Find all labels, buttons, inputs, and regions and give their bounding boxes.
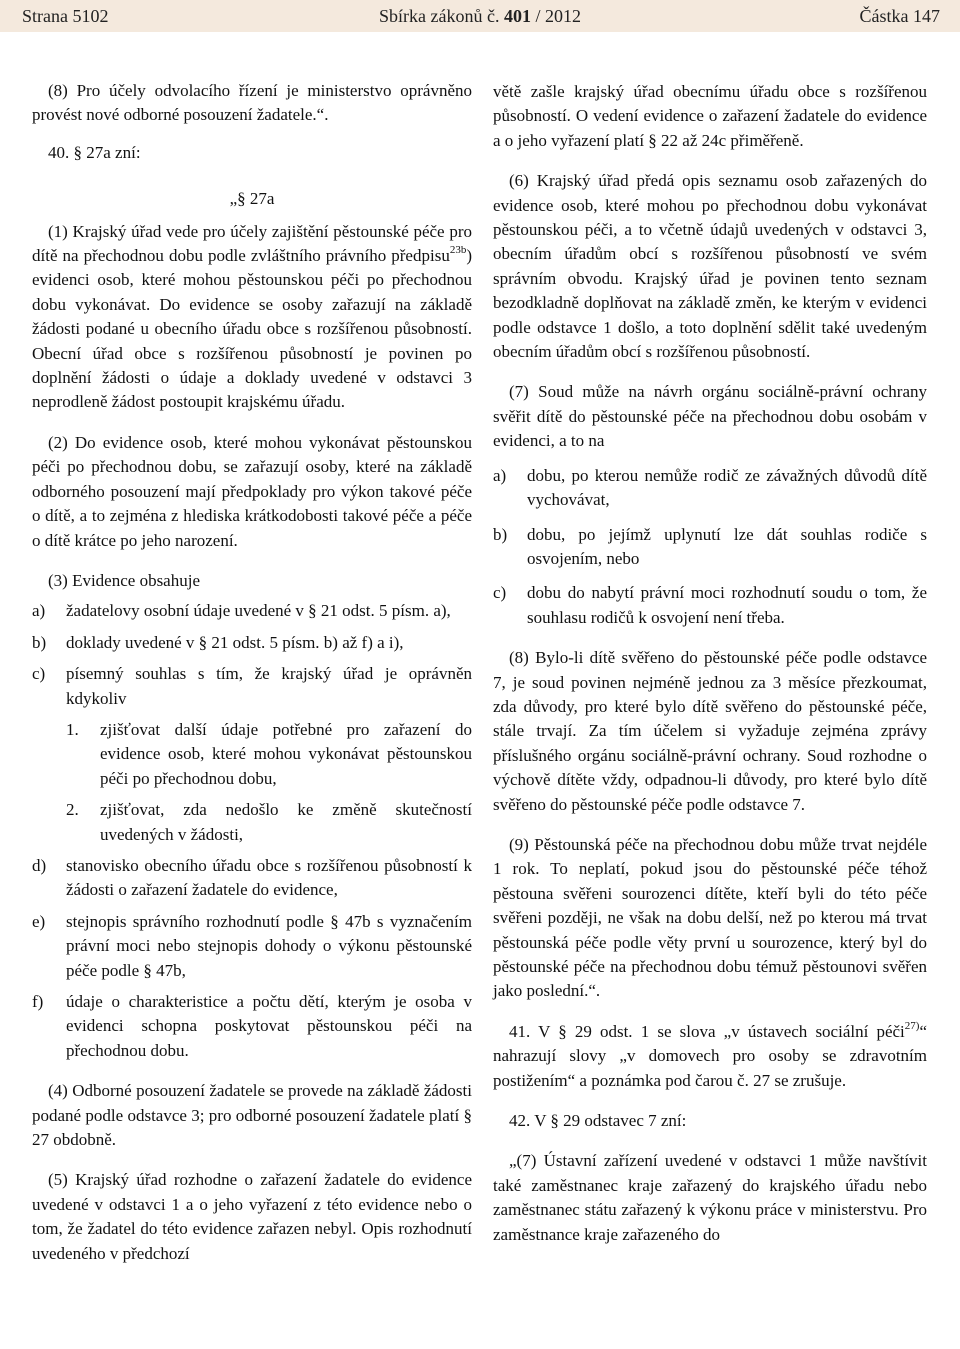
list-a-c [32, 599, 472, 1063]
list-item: c) dobu do nabytí právní moci rozhodnutí soudu o tom, že souhlasu rodičů k osvojení není třeba. [493, 583, 927, 627]
list-item: e) stejnopis správního rozhodnutí podle § 47b s vyznačením právní moci nebo stejnopis dohody o výkonu pěstounské péče podle § 47b, [32, 911, 472, 980]
point-41: 41. V § 29 odst. 1 se slova „v ústavech sociální péči$^{27)}$“ nahrazují slovy „v domovech pro osoby se zdravotním postižením“ a poznámka pod čarou č. 27 se zrušuje. [493, 1020, 927, 1090]
right-column [493, 80, 927, 1247]
paragraph-9: (9) Pěstounská péče na přechodnou dobu může trvat nejdéle 1 rok. To neplatí, pokud jsou do pěstounské péče téhož pěstouna svěřeni sourozenci dítěte, kteří byli do této péče svěřeni později, ne však na dobu delší, než po kterou má trvat pěstounská péče podle věty první u sourozence, který byl do pěstounské péče na přechodnou dobu témuž pěstounovi svěřen jako poslední.“. [493, 834, 927, 1001]
paragraph-7: (7) Soud může na návrh orgánu sociálně-právní ochrany svěřit dítě do pěstounské péče na přechodnou dobu osobám v evidenci, a to na [493, 382, 927, 451]
paragraph-3: (3) Evidence obsahuje [48, 570, 200, 590]
paragraph-1: (1) Krajský úřad vede pro účely zajištění pěstounské péče pro dítě na přechodnou dobu podle zvláštního právního předpisu$^{23b}$) evidenci osob, které mohou pěstounskou péči po přechodnou dobu vykonávat. Do evidence se osoby zařazují na základě žádosti podané u obecního úřadu obce s rozšířenou působností. Obecní úřad obce s rozšířenou působností je povinen po doplnění žádosti o údaje a doklady uvedené v odstavci 3 neprodleně žádost postoupit krajskému úřadu. [32, 221, 472, 412]
sublist-item: 1. zjišťovat další údaje potřebné pro zařazení do evidence osob, které mohou vykonávat pěstounskou péči po přechodnou dobu, [66, 719, 472, 788]
paragraph-8-tail: (8) Pro účely odvolacího řízení je ministerstvo oprávněno provést nové odborné posouzení žadatele.“. [32, 81, 472, 125]
paragraph-7-new: „(7) Ústavní zařízení uvedené v odstavci 1 může navštívit také zaměstnanec kraje zařazený do krajského úřadu nebo zaměstnanec státu zařazený k výkonu práce v ministerstvu. Pro zaměstnance kraje zařazeného do [493, 1151, 927, 1244]
part-number: Částka 147 [859, 6, 940, 26]
list-item: f) údaje o charakteristice a počtu dětí, kterým je osoba v evidenci schopna poskytovat pěstounskou péči na přechodnou dobu. [32, 992, 472, 1060]
issue-number: 401 [503, 6, 531, 26]
page-number: Strana 5102 [22, 6, 109, 26]
page-header [0, 0, 960, 32]
paragraph-2: (2) Do evidence osob, které mohou vykonávat pěstounskou péči po přechodnou dobu, se zařazují osoby, které na základě odborného posouzení mají předpoklady pro výkon takové péče o dítě, a to zejména z hlediska krátkodobosti takové péče a péče o dítě krátce po jeho narození. [32, 432, 472, 550]
list-item: b) dobu, po jejímž uplynutí lze dát souhlas rodiče s osvojením, nebo [493, 524, 927, 568]
list-item: c) písemný souhlas s tím, že krajský úřad je oprávněn kdykoliv [32, 664, 472, 708]
paragraph-8: (8) Bylo-li dítě svěřeno do pěstounské péče podle odstavce 7, je soud povinen nejméně jednou za 3 měsíce přezkoumat, zda důvody, pro které bylo dítě svěřeno do pěstounské péče, stále trvají. Za tím účelem si vyžaduje zejména zprávy příslušného orgánu sociálně-právní ochrany. Soud rozhodne o výchově dítěte vždy, odpadnou-li důvody, pro které bylo dítě svěřeno do pěstounské péče podle odstavce 7. [493, 648, 927, 814]
left-column [32, 79, 472, 1266]
list-item: a) žadatelovy osobní údaje uvedené v § 21 odst. 5 písm. a), [32, 601, 451, 621]
point-40: 40. § 27a zní: [48, 142, 141, 162]
sublist [32, 718, 472, 847]
paragraph-5-cont: větě zašle krajský úřad obecnímu úřadu obce s rozšířenou působností. O vedení evidence o zařazení žadatele do evidence a o jeho vyřazení platí § 22 až 24c přiměřeně. [493, 82, 927, 150]
list-item: a) dobu, po kterou nemůže rodič ze závažných důvodů dítě vychovávat, [493, 465, 927, 510]
list-a-c-right [493, 464, 927, 630]
point-42: 42. V § 29 odstavec 7 zní: [509, 1111, 687, 1131]
sublist-item: 2. zjišťovat, zda nedošlo ke změně skutečností uvedených v žádosti, [66, 800, 472, 844]
paragraph-6: (6) Krajský úřad předá opis seznamu osob zařazených do evidence osob, které mohou po přechodnou dobu vykonávat pěstounskou péči, a to včetně údajů uvedených v odstavci 3, obecním úřadům obcí s rozšířenou působností ve svém správním obvodu. Krajský úřad je povinen tento seznam bezodkladně doplňovat na základě změn, ke kterým v evidenci podle odstavce 1 došlo, a toto doplnění sdělit také uvedeným obecním úřadům obcí s rozšířenou působností. [493, 171, 927, 362]
paragraph-4: (4) Odborné posouzení žadatele se provede na základě žádosti podané podle odstavce 3; pro odborné posouzení žadatele platí § 27 obdobně. [32, 1081, 472, 1150]
list-item: b) doklady uvedené v § 21 odst. 5 písm. b) až f) a i), [32, 632, 404, 652]
paragraph-5: (5) Krajský úřad rozhodne o zařazení žadatele do evidence uvedené v odstavci 1 a o jeho vyřazení z této evidence nebo o tom, že žadatel do této evidence zařazen nebyl. Opis rozhodnutí uvedeného v předchozí [32, 1170, 472, 1263]
list-item: d) stanovisko obecního úřadu obce s rozšířenou působností k žádosti o zařazení žadatele do evidence, [32, 855, 472, 900]
section-title: „§ 27a [229, 189, 275, 209]
journal-title: Sbírka zákonů č. 401 / 2012 [379, 6, 581, 26]
